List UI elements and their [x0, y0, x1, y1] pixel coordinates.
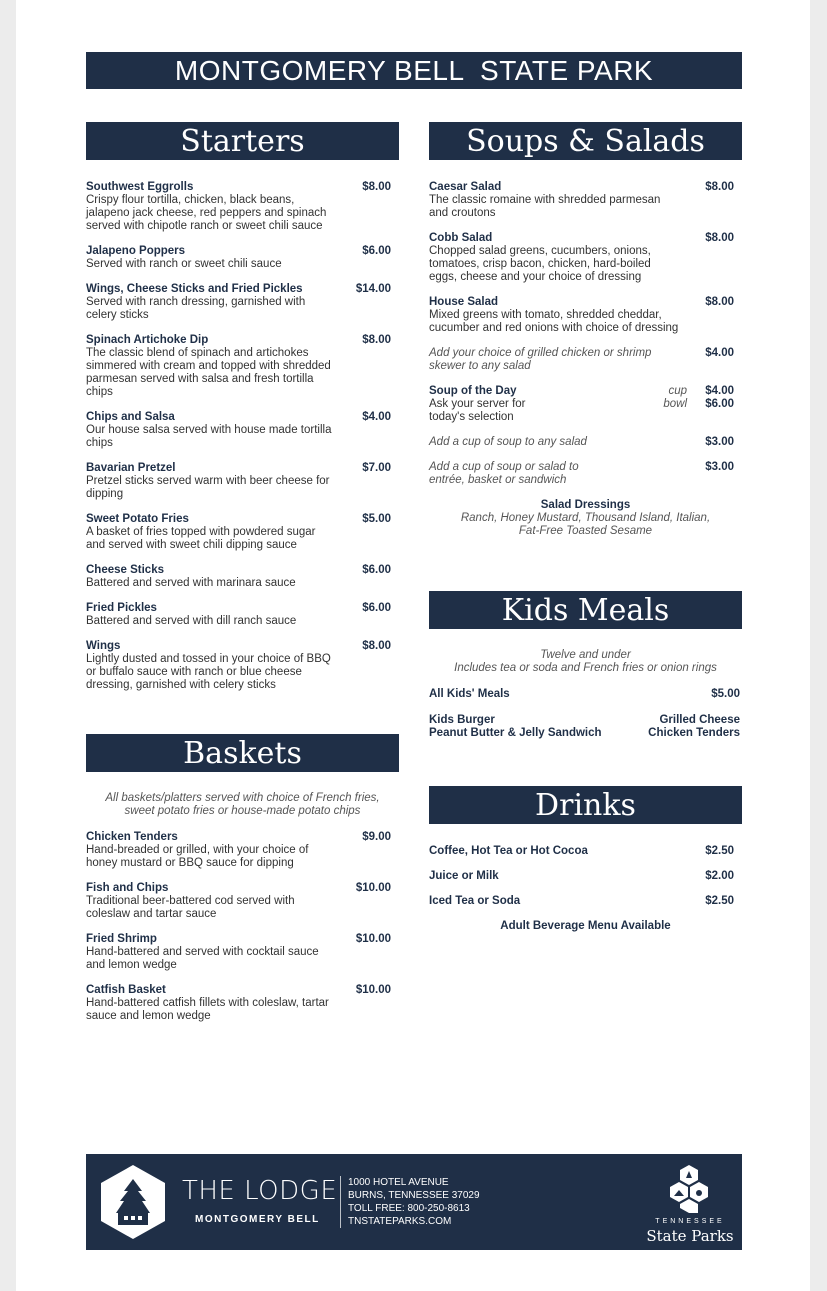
- soup-prices: $4.00 $6.00: [705, 385, 734, 410]
- drinks-heading: Drinks: [429, 786, 742, 824]
- footer-divider: [340, 1176, 341, 1228]
- soup-of-day: Soup of the Day Ask your server for today's selection cup bowl $4.00 $6.00: [429, 385, 734, 423]
- kids-includes: Includes tea or soda and French fries or onion rings: [454, 662, 717, 674]
- menu-item: Chicken Tenders Hand-breaded or grilled, with your choice of honey mustard or BBQ sauce for dipping $9.00: [86, 831, 391, 869]
- drink-item: Iced Tea or Soda $2.50: [429, 895, 734, 907]
- footer-bar: [86, 1154, 742, 1250]
- state-parks-label: TENNESSEE: [655, 1218, 725, 1225]
- soups-salads-list: [429, 181, 742, 538]
- menu-item: Cheese Sticks Battered and served with marinara sauce $6.00: [86, 564, 391, 589]
- drink-item: Juice or Milk $2.00: [429, 870, 734, 882]
- starters-heading: Starters: [86, 122, 399, 160]
- starters-list: [86, 181, 399, 704]
- soups-salads-heading: Soups & Salads: [429, 122, 742, 160]
- salad-addon: Add your choice of grilled chicken or shrimp skewer to any salad $4.00: [429, 347, 734, 372]
- lodge-logo-icon: [98, 1163, 168, 1241]
- kids-all-row: All Kids' Meals $5.00: [429, 688, 740, 700]
- lodge-subtitle: MONTGOMERY BELL: [195, 1214, 320, 1225]
- menu-item: Wings Lightly dusted and tossed in your choice of BBQ or buffalo sauce with ranch or blue cheese dressing, garnished with celery sticks $8.00: [86, 640, 391, 691]
- soup-sizes: cup bowl: [663, 385, 687, 410]
- salad-dressings: Salad Dressings Ranch, Honey Mustard, Thousand Island, Italian, Fat-Free Toasted Sesame: [460, 499, 711, 537]
- menu-item: Bavarian Pretzel Pretzel sticks served warm with beer cheese for dipping $7.00: [86, 462, 391, 500]
- lodge-title: THE LODGE: [182, 1176, 338, 1206]
- menu-item: Sweet Potato Fries A basket of fries topped with powdered sugar and served with sweet chili dipping sauce $5.00: [86, 513, 391, 551]
- drink-item: Coffee, Hot Tea or Hot Cocoa $2.50: [429, 845, 734, 857]
- kids-meals-list: [429, 649, 742, 740]
- adult-beverage-note: Adult Beverage Menu Available: [500, 920, 671, 932]
- menu-item: Caesar Salad The classic romaine with shredded parmesan and croutons $8.00: [429, 181, 734, 219]
- state-parks-logo-icon: [669, 1164, 709, 1214]
- kids-options-row: Kids Burger Grilled Cheese: [429, 714, 740, 726]
- menu-item: Fried Pickles Battered and served with dill ranch sauce $6.00: [86, 602, 391, 627]
- state-parks-name: State Parks: [646, 1227, 734, 1245]
- park-title: MONTGOMERY BELL STATE PARK: [174, 54, 654, 86]
- menu-item: Catfish Basket Hand-battered catfish fillets with coleslaw, tartar sauce and lemon wedge $10.00: [86, 984, 391, 1022]
- drinks-list: [429, 845, 742, 933]
- kids-options-row: Peanut Butter & Jelly Sandwich Chicken Tenders: [429, 727, 740, 739]
- baskets-heading: Baskets: [86, 734, 399, 772]
- menu-item: Chips and Salsa Our house salsa served with house made tortilla chips $4.00: [86, 411, 391, 449]
- baskets-list: [86, 792, 399, 1035]
- soup-addon: Add a cup of soup to any salad $3.00: [429, 436, 734, 448]
- menu-item: Fried Shrimp Hand-battered and served with cocktail sauce and lemon wedge $10.00: [86, 933, 391, 971]
- menu-item: Wings, Cheese Sticks and Fried Pickles Served with ranch dressing, garnished with celery sticks $14.00: [86, 283, 391, 321]
- baskets-note: All baskets/platters served with choice of French fries, sweet potato fries or house-made potato chips: [105, 792, 380, 817]
- menu-item: Cobb Salad Chopped salad greens, cucumbers, onions, tomatoes, crisp bacon, chicken, hard-boiled eggs, cheese and your choice of dressing $8.00: [429, 232, 734, 283]
- soup-salad-addon: Add a cup of soup or salad to entrée, basket or sandwich $3.00: [429, 461, 734, 486]
- menu-page: [16, 0, 810, 1291]
- kids-note: Twelve and under: [540, 649, 631, 661]
- menu-item: Spinach Artichoke Dip The classic blend of spinach and artichokes simmered with cream and topped with shredded parmesan served with salsa and fresh tortilla chips $8.00: [86, 334, 391, 398]
- menu-item: Jalapeno Poppers Served with ranch or sweet chili sauce $6.00: [86, 245, 391, 270]
- park-title-bar: [86, 52, 742, 89]
- menu-item: Southwest Eggrolls Crispy flour tortilla, chicken, black beans, jalapeno jack cheese, red peppers and spinach served with chipotle ranch or sweet chili sauce $8.00: [86, 181, 391, 232]
- kids-meals-heading: Kids Meals: [429, 591, 742, 629]
- menu-item: Fish and Chips Traditional beer-battered cod served with coleslaw and tartar sauce $10.00: [86, 882, 391, 920]
- lodge-address: 1000 HOTEL AVENUE BURNS, TENNESSEE 37029 TOLL FREE: 800-250-8613 TNSTATEPARKS.COM: [348, 1177, 480, 1227]
- menu-item: House Salad Mixed greens with tomato, shredded cheddar, cucumber and red onions with choice of dressing $8.00: [429, 296, 734, 334]
